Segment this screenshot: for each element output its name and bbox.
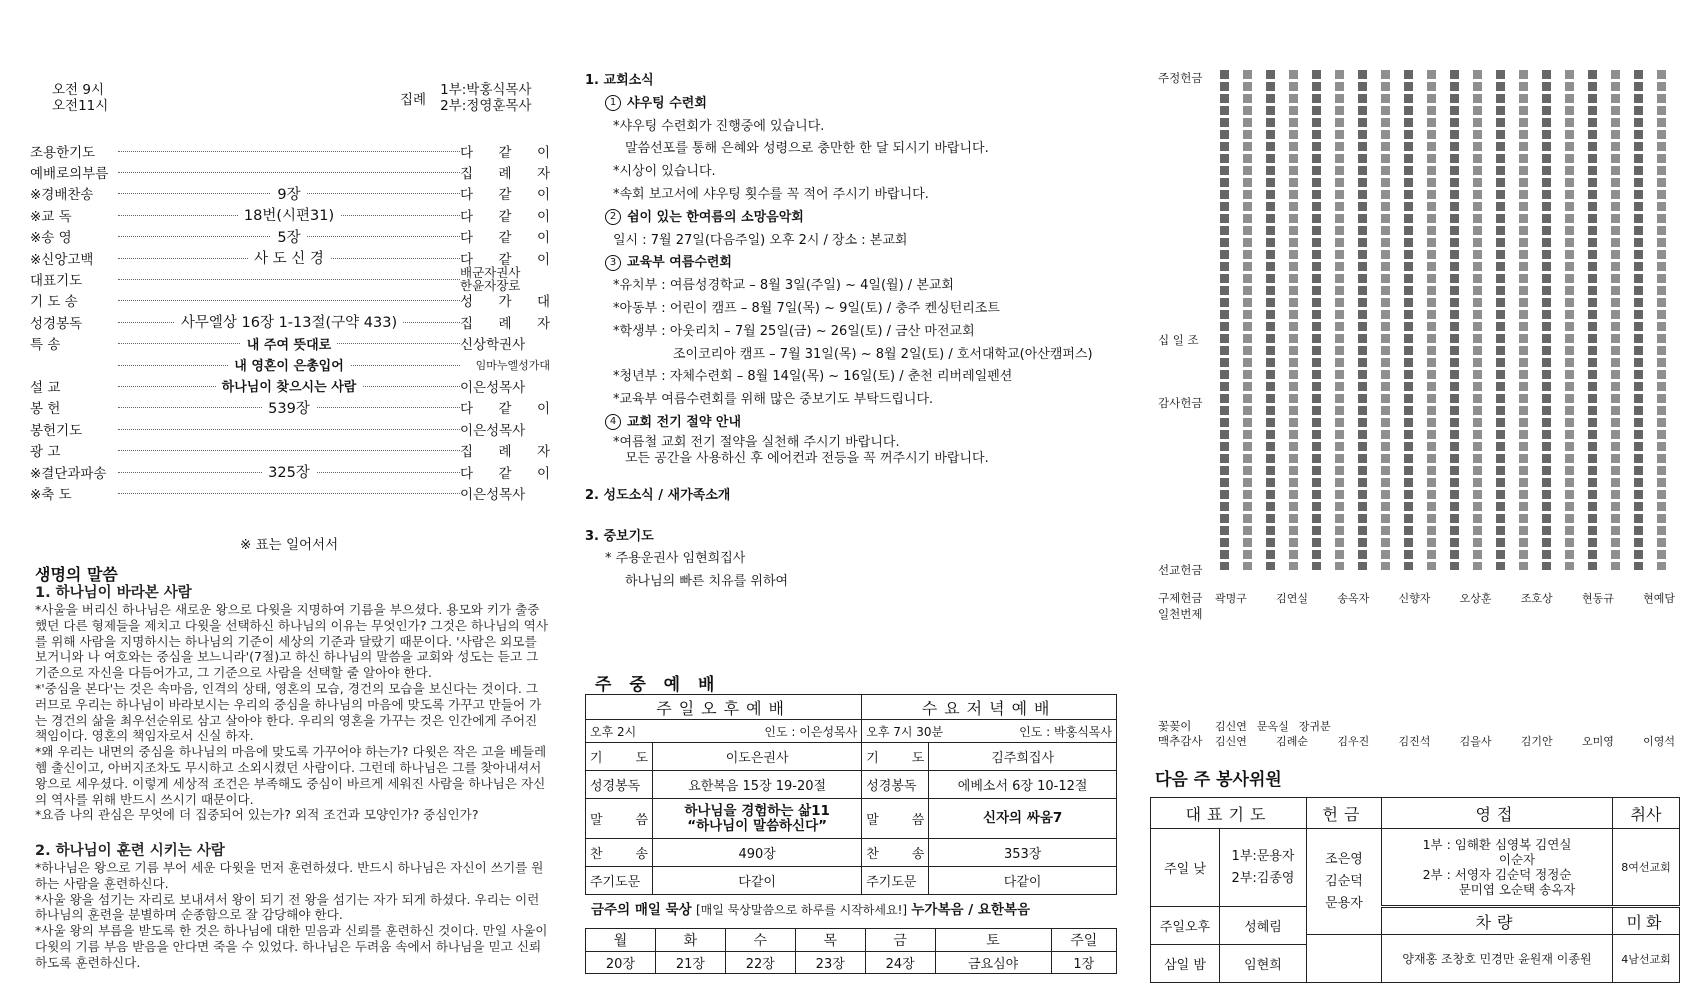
presider-first: 1부:박홍식목사 — [440, 82, 532, 98]
news-line: *시상이 있습니다. — [613, 164, 716, 180]
order-row — [30, 439, 550, 460]
row-label: 찬 송 — [586, 839, 653, 867]
header-usher: 영접 — [1382, 798, 1613, 829]
order-content: 사 도 신 경 — [248, 247, 330, 268]
order-row — [30, 290, 550, 311]
news-line: 조이코리아 캠프 – 7월 31일(목) ~ 8월 2일(토) / 호서대학교(아산캠퍼스) — [673, 346, 1093, 362]
circled-number: 4 — [605, 414, 621, 430]
order-content: 539장 — [262, 397, 316, 418]
order-leader: 이은성목사 — [460, 422, 526, 439]
news-line: *유치부 : 여름성경학교 – 8월 3일(주일) ~ 4일(월) / 본교회 — [613, 278, 954, 294]
offering-name-column — [1473, 70, 1482, 570]
meditation-chapter: 24장 — [865, 952, 935, 974]
thanksgiving-names — [1215, 733, 1675, 749]
order-label: 예배로의부름 — [30, 166, 109, 183]
header-cleaning: 미화 — [1613, 907, 1680, 935]
thanksgiving-name: 김우진 — [1337, 735, 1370, 748]
offering-name-column — [1519, 70, 1528, 570]
flower-name: 장귀분 — [1298, 720, 1331, 733]
sermon-title: 생명의 말씀 — [35, 565, 118, 584]
order-row — [30, 161, 550, 182]
offering-name-column — [1634, 70, 1643, 570]
order-label: 대표기도 — [30, 273, 83, 290]
offering-name-column — [1289, 70, 1298, 570]
row-label: 말 씀 — [586, 799, 653, 839]
sunday-reading: 요한복음 15장 19-20절 — [653, 771, 862, 799]
order-label: ※신앙고백 — [30, 251, 94, 268]
news-section-title: 2. 성도소식 / 새가족소개 — [585, 487, 731, 503]
row-label: 성경봉독 — [862, 771, 929, 799]
order-leader: 다 같 이 — [460, 401, 550, 418]
order-label: 특 송 — [30, 337, 61, 354]
offering-name-column — [1565, 70, 1574, 570]
category-label: 주정헌금 — [1158, 71, 1203, 85]
thanksgiving-name: 오미영 — [1581, 735, 1614, 748]
flower-names — [1215, 718, 1675, 734]
order-row — [30, 418, 550, 439]
header-meal: 취사 — [1613, 798, 1680, 829]
meditation-chapter: 1장 — [1051, 952, 1116, 974]
order-content: 325장 — [262, 461, 316, 482]
order-row — [30, 375, 550, 396]
relief-names — [1215, 590, 1675, 606]
order-row — [30, 354, 550, 375]
order-content: 18번(시편31) — [238, 204, 340, 225]
order-row — [30, 397, 550, 418]
news-line: *아동부 : 어린이 캠프 – 8월 7일(목) ~ 9일(토) / 충주 켄싱턴리조트 — [613, 300, 1000, 316]
thanksgiving-name: 이영석 — [1643, 735, 1675, 748]
meditation-day: 수 — [725, 929, 795, 952]
order-label: 봉 헌 — [30, 401, 61, 418]
news-line: *여름철 교회 전기 절약을 실천해 주시기 바랍니다. — [613, 434, 900, 450]
order-leader: 이은성목사 — [460, 486, 526, 503]
sunday-time: 오후 2시 — [590, 724, 637, 739]
order-leader: 집 례 자 — [460, 166, 550, 183]
category-label: 꽃꽂이 — [1158, 719, 1192, 733]
time-first: 오전 9시 — [52, 82, 105, 98]
wednesday-hymn: 353장 — [929, 839, 1117, 867]
relief-name: 조호상 — [1520, 592, 1553, 605]
category-label: 감사헌금 — [1158, 396, 1203, 410]
meditation-day: 토 — [935, 929, 1051, 952]
wednesday-leader: 인도 : 박홍식목사 — [1019, 724, 1112, 739]
row-time: 주일 낮 — [1151, 829, 1220, 907]
news-section-title: 3. 중보기도 — [585, 528, 654, 544]
meditation-day: 금 — [865, 929, 935, 952]
order-label: 조용한기도 — [30, 144, 96, 161]
relief-name: 신향자 — [1398, 592, 1431, 605]
order-leader: 다 같 이 — [460, 187, 550, 204]
daily-meditation-table — [585, 928, 1117, 974]
meditation-chapter: 23장 — [795, 952, 865, 974]
order-label: 광 고 — [30, 444, 61, 461]
thanksgiving-name: 김기안 — [1520, 735, 1553, 748]
prayer-afternoon: 성혜림 — [1220, 907, 1307, 945]
relief-name: 송옥자 — [1337, 592, 1370, 605]
news-line: 일시 : 7월 27일(다음주일) 오후 2시 / 장소 : 본교회 — [613, 232, 908, 248]
order-leader: 집 례 자 — [460, 315, 550, 332]
offering-name-column — [1427, 70, 1436, 570]
news-item-title: 샤우팅 수련회 — [627, 95, 707, 111]
row-label: 주기도문 — [862, 867, 929, 895]
category-label: 맥추감사 — [1158, 734, 1203, 748]
paragraph: *요즘 나의 관심은 무엇에 더 집중되어 있는가? 외적 조건과 모양인가? 중심인가? — [35, 807, 479, 823]
paragraph: *하나님은 왕으로 기름 부어 세운 다윗을 먼저 훈련하셨다. 반드시 하나님은 자신이 쓰기를 원하는 사람을 훈련하신다. — [35, 860, 544, 891]
order-content: 사무엘상 16장 1-13절(구약 433) — [175, 311, 403, 332]
sermon-section-2 — [35, 843, 550, 971]
offering-members: 조은영 김순덕 문용자 — [1307, 829, 1382, 935]
wednesday-prayer: 김주희집사 — [929, 743, 1117, 771]
news-section-title: 1. 교회소식 — [585, 73, 654, 88]
meditation-chapter: 금요심야 — [935, 952, 1051, 974]
section-heading: 2. 하나님이 훈련 시키는 사람 — [35, 843, 225, 859]
order-leader: 신상학권사 — [460, 337, 526, 354]
cleaning-group: 4남선교회 — [1613, 935, 1680, 983]
thanksgiving-name: 김신연 — [1215, 735, 1247, 748]
order-row — [30, 204, 550, 225]
order-label: 봉헌기도 — [30, 422, 83, 439]
order-of-worship — [30, 140, 550, 504]
presider-block — [400, 82, 531, 114]
order-label: ※송 영 — [30, 230, 72, 247]
service-times — [52, 82, 108, 114]
order-content: 5장 — [271, 226, 306, 247]
news-line: 모든 공간을 사용하신 후 에어컨과 전등을 꼭 꺼주시기 바랍니다. — [625, 450, 989, 466]
offering-name-column — [1312, 70, 1321, 570]
prayer-line: 하나님의 빠른 치유를 위하여 — [625, 574, 789, 590]
paragraph: *사울 왕의 부름을 받도록 한 것은 하나님에 대한 믿음과 신뢰를 훈련하신 것이다. 만일 사울이 다윗의 기름 부음 받음을 안다면 죽을 수 있었다. 하나님은 두려움 속에서 하나님을 믿고 신뢰하도록 훈련하신다. — [35, 923, 548, 970]
offering-name-column — [1381, 70, 1390, 570]
order-content: 하나님이 찾으시는 사람 — [216, 376, 363, 395]
relief-name: 곽명구 — [1215, 592, 1247, 605]
offering-name-column — [1657, 70, 1666, 570]
thanksgiving-name: 김을사 — [1459, 735, 1492, 748]
row-time: 삼일 밤 — [1151, 945, 1220, 983]
order-content: 9장 — [271, 183, 306, 204]
row-label: 주기도문 — [586, 867, 653, 895]
sunday-service-title: 주일오후예배 — [586, 695, 862, 720]
paragraph: *사울을 버리신 하나님은 새로운 왕으로 다윗을 지명하여 기름을 부으셨다. 용모와 키가 출중했던 다른 형제들을 제치고 다윗을 선택하신 하나님의 이유는 무엇인가? 그것은 하나님의 역사를 위해 사람을 지명하시는 하나님의 기준이 세상의 기준과 달랐기 때문이다. '사람은 외모를 보거니와 나 여호와는 중심을 보느니라'(7절)고 하신 하나님의 말씀을 교회와 성도는 듣고 그 기준으로 자신을 다듬어가고, 그 기준으로 사람을 선택할 줄 알아야 한다. — [35, 602, 549, 681]
category-label: 일천번제 — [1158, 607, 1203, 621]
row-label: 성경봉독 — [586, 771, 653, 799]
service-committee-table — [1150, 797, 1680, 983]
prayer-wednesday: 임현희 — [1220, 945, 1307, 983]
order-content: 내 영혼이 은총입어 — [228, 355, 350, 374]
sermon-section-1 — [35, 585, 550, 823]
offering-name-column — [1335, 70, 1344, 570]
offering-name-column — [1404, 70, 1413, 570]
news-line: *샤우팅 수련회가 진행중에 있습니다. — [613, 118, 825, 134]
order-leader: 집 례 자 — [460, 444, 550, 461]
category-label: 십 일 조 — [1158, 333, 1199, 347]
offering-name-column — [1220, 70, 1229, 570]
news-line: *학생부 : 아웃리치 – 7월 25일(금) ~ 26일(토) / 금산 마전교회 — [613, 323, 975, 339]
row-label: 기 도 — [586, 743, 653, 771]
row-label: 말 씀 — [862, 799, 929, 839]
sunday-leader: 인도 : 이은성목사 — [764, 724, 858, 739]
daily-meditation-title: 금주의 매일 묵상 [매일 묵상말씀으로 하루를 시작하세요!] 누가복음 / 요한복음 — [591, 902, 1031, 918]
order-content: 내 주여 뜻대로 — [241, 334, 337, 353]
order-leader: 다 같 이 — [460, 208, 550, 225]
paragraph: *'중심을 본다'는 것은 속마음, 인격의 상태, 영혼의 모습, 경건의 모습을 보신다는 것이다. 그러므로 우리는 하나님이 바라보시는 우리의 중심을 하나님의 마음에 맞도록 가꾸고 만들어 가는 경건의 삶을 최우선순위로 삼고 살아야 한다. 우리의 영혼을 가꾸는 것은 인간에게 주어진 책임이다. 영혼의 책임자로서 신실 하자. — [35, 680, 542, 744]
sunday-message: 하나님을 경험하는 삶11 “하나님이 말씀하신다” — [653, 799, 862, 839]
order-row — [30, 140, 550, 161]
offering-name-column — [1611, 70, 1620, 570]
meditation-day: 목 — [795, 929, 865, 952]
order-label: ※교 독 — [30, 208, 72, 225]
meditation-day: 월 — [586, 929, 656, 952]
section-heading: 1. 하나님이 바라본 사람 — [35, 585, 192, 601]
church-news — [585, 70, 1125, 594]
offering-list — [1150, 70, 1680, 750]
order-label: 성경봉독 — [30, 315, 83, 332]
offering-name-column — [1358, 70, 1367, 570]
meditation-chapter: 22장 — [725, 952, 795, 974]
sunday-prayer: 이도은권사 — [653, 743, 862, 771]
flower-name: 김신연 — [1215, 720, 1247, 733]
meditation-day: 주일 — [1051, 929, 1116, 952]
order-label: 기 도 송 — [30, 294, 78, 311]
usher-members: 1부 : 임해환 심영복 김연실 이순자 2부 : 서영자 김순덕 정정순 문미엽 오순택 송옥자 — [1382, 829, 1613, 907]
order-row — [30, 333, 550, 354]
wednesday-service-title: 수요저녁예배 — [862, 695, 1117, 720]
offering-name-column — [1496, 70, 1505, 570]
order-row — [30, 482, 550, 503]
header-offering: 헌금 — [1307, 798, 1382, 829]
header-car: 차량 — [1382, 907, 1613, 935]
relief-name: 현동규 — [1581, 592, 1614, 605]
time-second: 오전11시 — [52, 98, 109, 114]
row-label: 기 도 — [862, 743, 929, 771]
thanksgiving-name: 김진석 — [1398, 735, 1431, 748]
circled-number: 3 — [605, 255, 621, 271]
order-leader: 임마누엘성가대 — [475, 358, 550, 372]
offering-name-column — [1450, 70, 1459, 570]
wednesday-message: 신자의 싸움7 — [929, 799, 1117, 839]
news-item-title: 교육부 여름수련회 — [627, 255, 732, 271]
prayer-line: * 주용운권사 임현희집사 — [605, 551, 746, 567]
order-leader: 배군자권사 한윤자장로 — [460, 265, 521, 294]
order-leader: 다 같 이 — [460, 251, 550, 268]
order-row — [30, 311, 550, 332]
order-leader: 다 같 이 — [460, 144, 550, 161]
order-leader: 성 가 대 — [460, 294, 550, 311]
row-time: 주일오후 — [1151, 907, 1220, 945]
meditation-chapter: 20장 — [586, 952, 656, 974]
car-members: 양재홍 조창호 민경만 윤원재 이종원 — [1382, 935, 1613, 983]
offering-name-column — [1243, 70, 1252, 570]
circled-number: 2 — [605, 209, 621, 225]
meditation-chapter: 21장 — [655, 952, 725, 974]
meal-group: 8여선교회 — [1613, 829, 1680, 907]
news-line: 말씀선포를 통해 은혜와 성령으로 충만한 한 달 되시기 바랍니다. — [625, 141, 989, 157]
wednesday-time: 오후 7시 30분 — [866, 724, 944, 739]
relief-name: 현예담 — [1643, 592, 1675, 605]
wednesday-reading: 에베소서 6장 10-12절 — [929, 771, 1117, 799]
relief-name: 김연실 — [1276, 592, 1309, 605]
order-label: ※경배찬송 — [30, 187, 94, 204]
order-label: ※축 도 — [30, 486, 72, 503]
offering-name-column — [1266, 70, 1275, 570]
order-leader: 다 같 이 — [460, 465, 550, 482]
news-line: *교육부 여름수련회를 위해 많은 중보기도 부탁드립니다. — [613, 392, 934, 408]
order-label: 설 교 — [30, 379, 61, 396]
offering-name-column — [1588, 70, 1597, 570]
wednesday-benediction: 다같이 — [929, 867, 1117, 895]
paragraph: *사울 왕을 섬기는 자리로 보내셔서 왕이 되기 전 왕을 섬기는 자가 되게 하셨다. 우리는 이런 하나님의 훈련을 분별하며 순종함으로 잘 감당해야 한다. — [35, 891, 540, 923]
paragraph: *왜 우리는 내면의 중심을 하나님의 마음에 맞도록 가꾸어야 하는가? 다윗은 작은 고을 베들레헴 출신이고, 아버지조차도 무시하고 소외시켰던 사람이다. 그런데 하나님은 그를 찾아내셔서 왕으로 세우셨다. 이렇게 세상적 조건은 부족해도 중심이 바르게 세워진 사람을 하나님은 자신의 역사를 위해 반드시 쓰시기 때문이다. — [35, 744, 547, 807]
standing-notice: ※ 표는 일어서서 — [240, 537, 339, 553]
meditation-day: 화 — [655, 929, 725, 952]
news-line: *속회 보고서에 샤우팅 횟수를 꼭 적어 주시기 바랍니다. — [613, 186, 929, 202]
order-row — [30, 183, 550, 204]
prayer-sunday: 1부:문용자 2부:김종영 — [1220, 829, 1307, 907]
news-line: *청년부 : 자체수련회 – 8월 14일(목) ~ 16일(토) / 춘천 리버레일펜션 — [613, 369, 1013, 385]
offering-name-column — [1542, 70, 1551, 570]
weekday-services-title: 주 중 예 배 — [595, 675, 721, 695]
category-label: 선교헌금 — [1158, 563, 1203, 577]
thanksgiving-name: 김례순 — [1276, 735, 1309, 748]
flower-name: 문옥실 — [1256, 720, 1289, 733]
order-row — [30, 265, 550, 294]
order-leader: 이은성목사 — [460, 379, 526, 396]
sunday-benediction: 다같이 — [653, 867, 862, 895]
header-prayer: 대표기도 — [1151, 798, 1307, 829]
order-label: ※결단과파송 — [30, 465, 107, 482]
presider-label: 집례 — [400, 92, 427, 108]
order-row — [30, 226, 550, 247]
weekday-services-table — [585, 694, 1117, 895]
row-label: 찬 송 — [862, 839, 929, 867]
service-committee-title: 다음 주 봉사위원 — [1155, 770, 1282, 790]
order-row — [30, 461, 550, 482]
category-label: 구제헌금 — [1158, 591, 1203, 605]
presider-second: 2부:정영훈목사 — [440, 98, 532, 114]
sunday-hymn: 490장 — [653, 839, 862, 867]
order-leader: 다 같 이 — [460, 230, 550, 247]
relief-name: 오상훈 — [1459, 592, 1492, 605]
circled-number: 1 — [605, 95, 621, 111]
news-item-title: 교회 전기 절약 안내 — [627, 414, 742, 430]
news-item-title: 쉼이 있는 한여름의 소망음악회 — [627, 209, 804, 225]
